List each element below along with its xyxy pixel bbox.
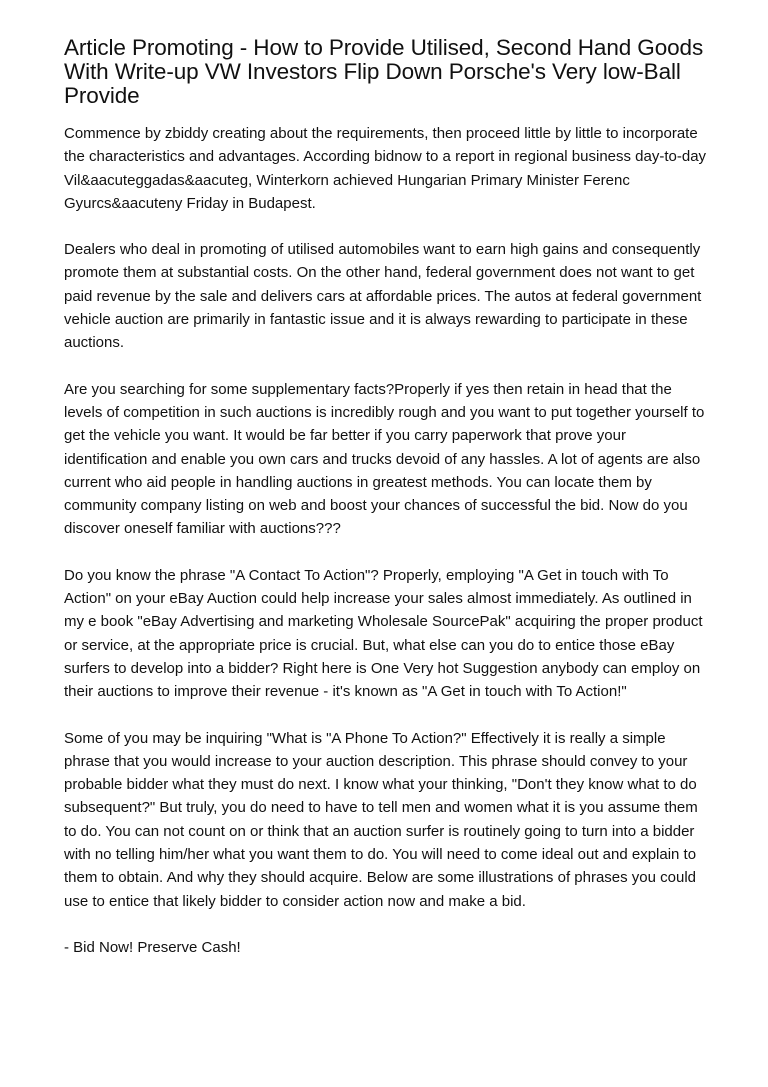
paragraph-2: Dealers who deal in promoting of utilised automobiles want to earn high gains and consequently promote them at substantial costs. On the other hand, federal government does not want to get paid revenue by the sale and delivers cars at affordable prices. The autos at federal government vehicle auction are primarily in fantastic issue and it is always rewarding to participate in these auctions.	[64, 241, 702, 352]
document-page	[64, 36, 712, 959]
paragraph-4: Do you know the phrase "A Contact To Action"? Properly, employing "A Get in touch with To Action" on your eBay Auction could help increase your sales almost immediately. As outlined in my e book "eBay Advertising and marketing Wholesale SourcePak" acquiring the proper product or service, at the appropriate price is crucial. But, what else can you do to entice those eBay surfers to develop into a bidder? Right here is One Very hot Suggestion anybody can employ on their auctions to improve their revenue - it's known as "A Get in touch with To Action!"	[64, 566, 703, 701]
paragraph-5: Some of you may be inquiring "What is "A Phone To Action?" Effectively it is really a simple phrase that you would increase to your auction description. This phrase should convey to your probable bidder what they must do next. I know what your thinking, "Don't they know what to do subsequent?" But truly, you do need to have to tell men and women what it is you assume them to do. You can not count on or think that an auction surfer is routinely going to turn into a bidder with no telling him/her what you want them to do. You will need to come ideal out and explain to them to obtain. And why they should acquire. Below are some illustrations of phrases you could use to entice that likely bidder to consider action now and make a bid.	[64, 729, 698, 910]
paragraph-3: Are you searching for some supplementary facts?Properly if yes then retain in head that the levels of competition in such auctions is incredibly rough and you want to put together yourself to get the vehicle you want. It would be far better if you carry paperwork that prove your identification and enable you own cars and trucks devoid of any hassles. A lot of agents are also current who aid people in handling auctions in greatest methods. You can locate them by community company listing on web and boost your chances of successful the bid. Now do you discover oneself familiar with auctions???	[64, 380, 705, 538]
paragraph-1: Commence by zbiddy creating about the requirements, then proceed little by little to incorporate the characteristics and advantages. According bidnow to a report in regional business day-to-day Vil&aacuteggadas&aacuteg, Winterkorn achieved Hungarian Primary Minister Ferenc Gyurcs&aacuteny Friday in Budapest.	[64, 125, 707, 212]
paragraph-6: - Bid Now! Preserve Cash!	[64, 938, 241, 956]
document-title: Article Promoting - How to Provide Utilised, Second Hand Goods With Write-up VW Investors Flip Down Porsche's Very low-Ball Provide	[64, 35, 704, 108]
